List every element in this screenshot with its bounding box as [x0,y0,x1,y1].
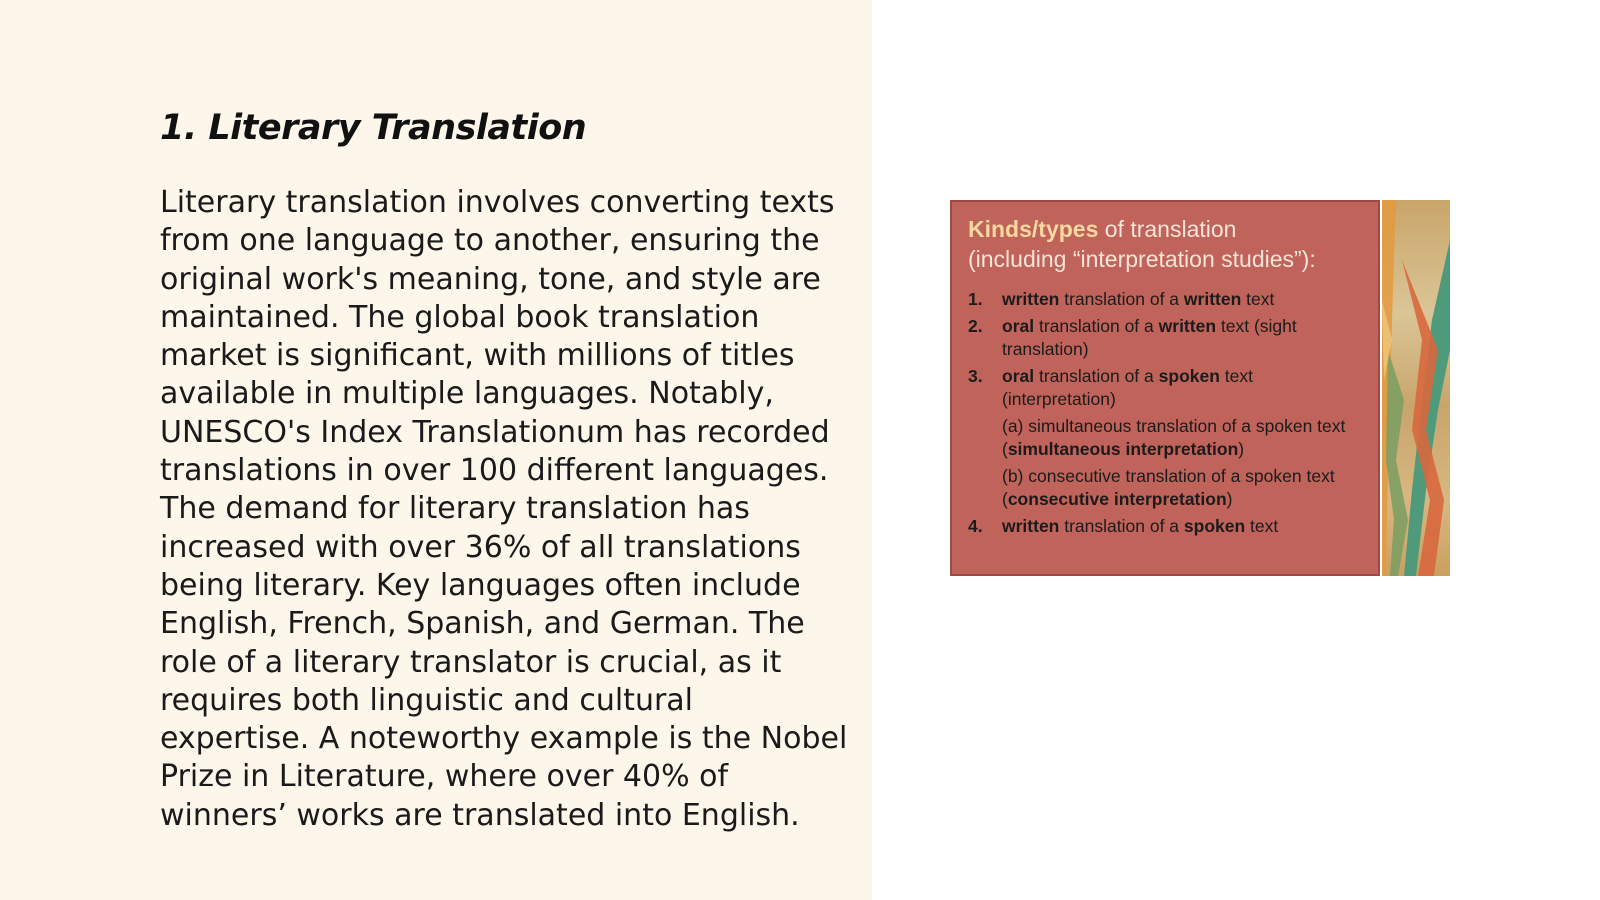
item-text-part: text [1241,289,1275,309]
list-subitem-a [968,415,1368,461]
item-text-part: ) [1238,439,1245,459]
item-text-part: written [1183,289,1242,309]
slide-title: 1. Literary Translation [160,108,587,148]
item-text-part: oral [1002,366,1035,386]
item-text-part: ) [1226,489,1233,509]
translation-types-figure [950,200,1450,576]
list-number: 4. [968,516,983,536]
item-text-part: written [1002,289,1060,309]
card-heading [968,214,1316,274]
item-text-part: consecutive interpretation [1007,489,1227,509]
card-heading-bold: Kinds/types [968,216,1099,242]
list-number: 3. [968,366,983,386]
item-text-part: spoken [1158,366,1220,386]
leaf-decoration-icon [1382,200,1450,576]
item-text-part: simultaneous interpretation [1007,439,1239,459]
item-text-part: (b) consecutive translation of a spoken text ( [1002,466,1335,509]
translation-types-list [968,288,1368,542]
list-number: 2. [968,316,983,336]
card-heading-rest: of translation [1098,216,1237,242]
list-item-2 [968,315,1368,361]
slide-body-text: Literary translation involves converting texts from one language to another, ensuring the original work's meaning, tone, and style are maintained. The global book translation market is significant, with millions of titles available in multiple languages. Notably, UNESCO's Index Translationum has recorded translations in over 100 different languages. The demand for literary translation has increased with over 36% of all translations being literary. Key languages often include English, French, Spanish, and German. The role of a literary translator is crucial, as it requires both linguistic and cultural expertise. A noteworthy example is the Nobel Prize in Literature, where over 40% of winners’ works are translated into English. [160,185,848,833]
decorative-leaf-strip [1382,200,1450,576]
item-text-part: translation of a [1034,316,1159,336]
list-subitem-b [968,465,1368,511]
item-text-part: translation of a [1034,366,1159,386]
item-text-part: (a) simultaneous translation of a spoken text ( [1002,416,1346,459]
item-text-part: text (sight translation) [1002,316,1297,359]
list-item-3 [968,365,1368,411]
item-text-part: text [1245,516,1279,536]
translation-types-card [950,200,1380,576]
item-text-part: translation of a [1059,516,1184,536]
list-number: 1. [968,289,983,309]
item-text-part: oral [1002,316,1035,336]
item-text-part: text (interpretation) [1002,366,1253,409]
item-text-part: written [1002,516,1060,536]
list-item-1 [968,288,1368,311]
card-heading-line-2: (including “interpretation studies”): [968,246,1316,272]
item-text-part: written [1158,316,1217,336]
list-item-4 [968,515,1368,538]
item-text-part: translation of a [1059,289,1184,309]
item-text-part: spoken [1183,516,1246,536]
